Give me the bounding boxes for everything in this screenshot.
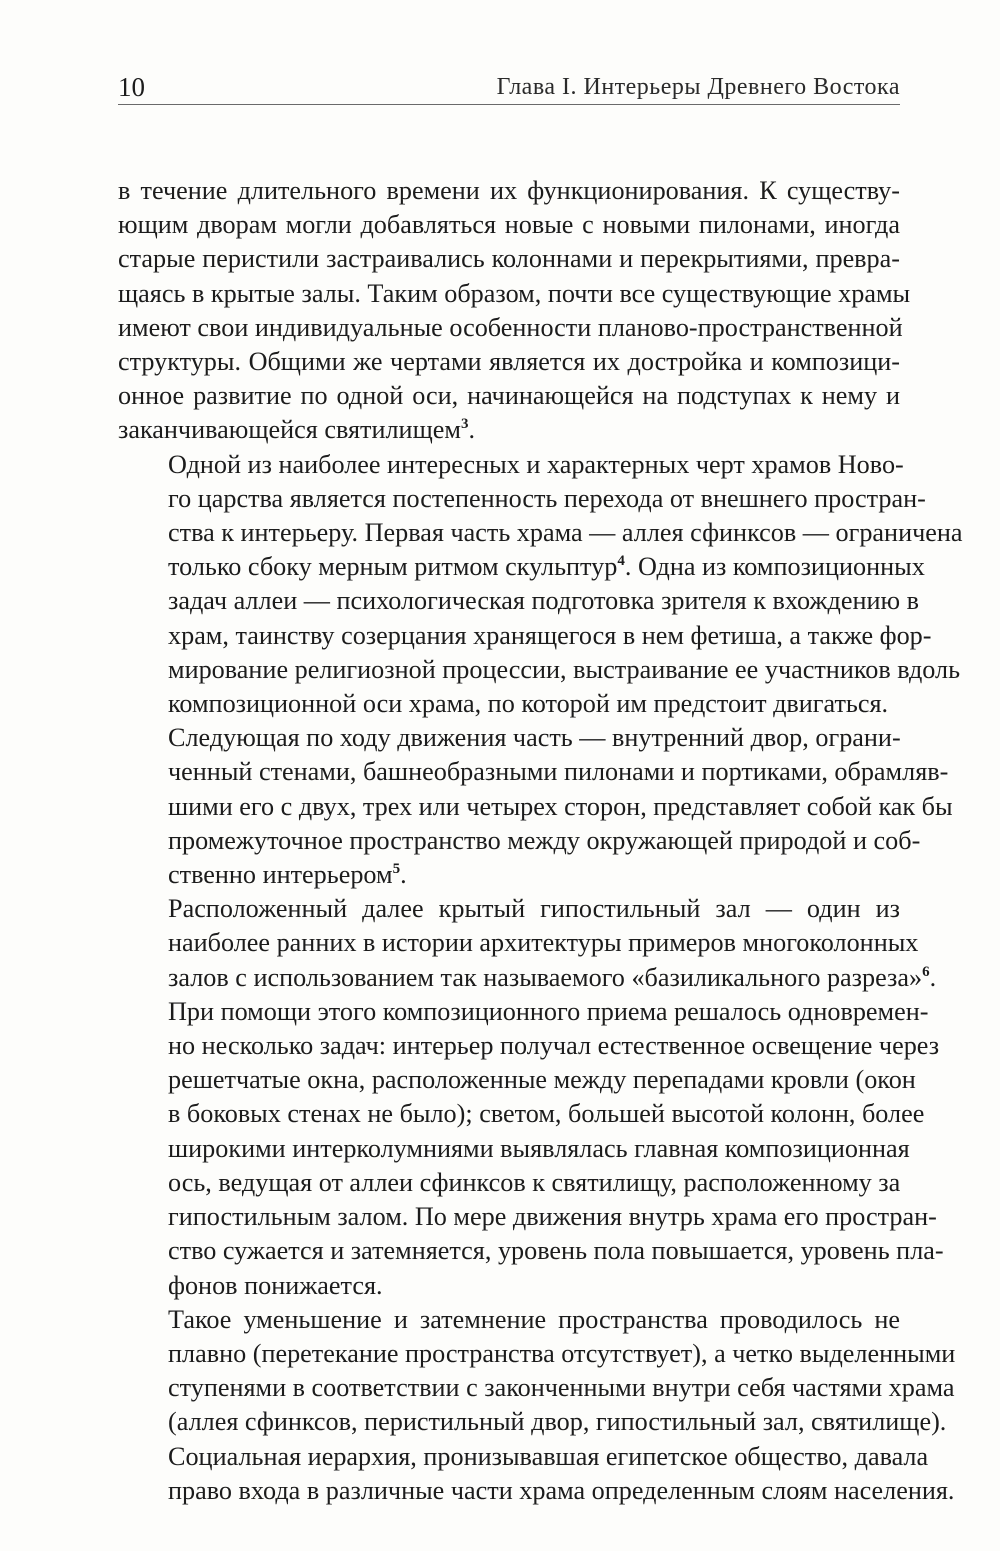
text-fragment: . [400,860,407,890]
text-line: шими его с двух, трех или четырех сторон, представляет собой как бы [168,791,953,821]
text-line: (аллея сфинксов, перистильный двор, гипостильный зал, святилище). [168,1407,947,1437]
paragraph [118,448,963,722]
text-fragment: . Одна из композиционных [624,552,925,582]
text-line: го царства является постепенность перехода от внешнего простран- [168,483,926,513]
text-line: структуры. Общими же чертами является их достройка и композици- [118,347,900,377]
text-line: задач аллеи — психологическая подготовка зрителя к вхождению в [168,586,919,616]
paragraph [118,892,944,1302]
text-fragment: залов с использованием так называемого «базиликального разреза» [168,962,923,992]
text-fragment: . [468,415,475,445]
text-line: храм, таинству созерцания хранящегося в нем фетиша, а также фор- [168,620,932,650]
text-line: ства к интерьеру. Первая часть храма — аллея сфинксов — ограничена [168,518,963,548]
text-line: ющим дворам могли добавляться новые с новыми пилонами, иногда [118,210,900,240]
text-line: право входа в различные части храма определенным слоям населения. [168,1475,955,1505]
text-line: Такое уменьшение и затемнение пространства проводилось не [168,1304,900,1334]
text-line: фонов понижается. [168,1270,383,1300]
body-text [118,174,963,1508]
text-line [118,550,925,584]
page-number: 10 [118,72,145,102]
footnote-ref[interactable]: 6 [922,963,930,980]
text-line: но несколько задач: интерьер получал естественное освещение через [168,1031,940,1061]
text-line: щаясь в крытые залы. Таким образом, почти все существующие храмы [118,278,911,308]
text-line: старые перистили застраивались колоннами и перекрытиями, превра- [118,244,900,274]
text-line: промежуточное пространство между окружающей природой и соб- [168,825,921,855]
text-line [118,413,900,447]
text-line: в течение длительного времени их функционирования. К существу- [118,176,900,205]
text-line: Социальная иерархия, пронизывавшая египетское общество, давала [168,1441,929,1471]
text-fragment: только сбоку мерным ритмом скульптур [168,552,618,582]
text-fragment: заканчивающейся святилищем [118,415,461,445]
paragraph [118,721,953,892]
paragraph [118,1303,956,1508]
text-line: плавно (перетекание пространства отсутствует), а четко выделенными [168,1338,956,1368]
text-line: ство сужается и затемняется, уровень пола повышается, уровень пла- [168,1236,944,1266]
text-line: Расположенный далее крытый гипостильный зал — один из [168,894,900,924]
page-header [118,70,900,105]
running-title: Глава I. Интерьеры Древнего Востока [496,74,900,100]
footnote-ref[interactable]: 4 [617,553,625,570]
text-line [118,858,900,892]
text-line: широкими интерколумниями выявлялась главная композиционная [168,1133,910,1163]
text-line: ось, ведущая от аллеи сфинксов к святилищу, расположенному за [168,1167,901,1197]
text-line: При помощи этого композиционного приема решалось одновремен- [168,996,929,1026]
text-line: ченный стенами, башнеобразными пилонами и портиками, обрамляв- [168,757,949,787]
text-line: ступенями в соответствии с законченными внутри себя частями храма [168,1373,955,1403]
text-line: композиционной оси храма, по которой им предстоит двигаться. [168,689,889,719]
footnote-ref[interactable]: 5 [392,861,401,878]
text-line: в боковых стенах не было); светом, большей высотой колонн, более [168,1099,925,1129]
text-line: Одной из наиболее интересных и характерных черт храмов Ново- [168,449,904,479]
text-fragment: . [929,962,937,992]
text-line: решетчатые окна, расположенные между перепадами кровли (окон [168,1065,916,1095]
text-line: гипостильным залом. По мере движения внутрь храма его простран- [168,1202,937,1232]
text-line: онное развитие по одной оси, начинающейся на подступах к нему и [118,381,900,411]
text-line: мирование религиозной процессии, выстраивание ее участников вдоль [168,654,961,684]
text-line: имеют свои индивидуальные особенности планово-пространственной [118,312,903,342]
text-line [118,961,937,995]
text-line: Следующая по ходу движения часть — внутренний двор, ограни- [168,723,901,753]
text-fragment: ственно интерьером [168,860,393,890]
text-line: наиболее ранних в истории архитектуры примеров многоколонных [168,928,919,958]
paragraph [118,174,911,448]
footnote-ref[interactable]: 3 [460,416,469,433]
